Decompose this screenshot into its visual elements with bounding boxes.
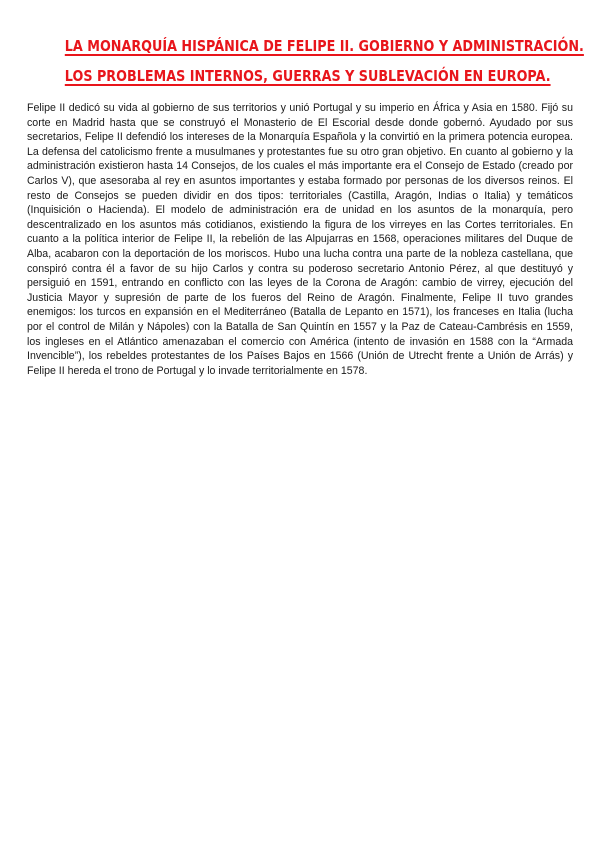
title-line-2: LOS PROBLEMAS INTERNOS, GUERRAS Y SUBLEVACIÓN EN EUROPA. (64, 67, 551, 85)
body-paragraph: Felipe II dedicó su vida al gobierno de sus territorios y unió Portugal y su imperio en África y Asia en 1580. Fijó su corte en Madrid hasta que se construyó el Monasterio de El Escorial desde donde gobernó. Ayudado por sus secretarios, Felipe II defendió los intereses de la Monarquía Española y la convirtió en la primera potencia europea. La defensa del catolicismo frente a musulmanes y protestantes fue su otro gran objetivo. En cuanto al gobierno y la administración existieron hasta 14 Consejos, de los cuales el más importante era el Consejo de Estado (creado por Carlos V), que asesoraba al rey en asuntos importantes y estaba formado por personas de los diversos reinos. El resto de Consejos se pueden dividir en dos tipos: territoriales (Castilla, Aragón, Indias o Italia) y temáticos (Inquisición o Hacienda). El modelo de administración era de unidad en los asuntos de la monarquía, pero descentralizado en los asuntos más cotidianos, existiendo la figura de los virreyes en las Cortes territoriales. En cuanto a la política interior de Felipe II, la rebelión de las Alpujarras en 1568, operaciones militares del Duque de Alba, acabaron con la deportación de los moriscos. Hubo una lucha contra una parte de la nobleza castellana, que conspiró contra él a favor de su hijo Carlos y contra su poderoso secretario Antonio Pérez, al que destituyó y persiguió en 1591, entrando en conflicto con las leyes de la Corona de Aragón: cambio de virrey, ejecución del Justicia Mayor y supresión de parte de los fueros del Reino de Aragón. Finalmente, Felipe II tuvo grandes enemigos: los turcos en expansión en el Mediterráneo (Batalla de Lepanto en 1571), los franceses en Italia (lucha por el control de Milán y Nápoles) con la Batalla de San Quintín en 1557 y la Paz de Cateau-Cambrésis en 1559, los ingleses en el Atlántico amenazaban el comercio con América (intento de invasión en 1588 con la “Armada Invencible”), los rebeldes protestantes de los Países Bajos en 1566 (Unión de Utrecht frente a Unión de Arrás) y Felipe II hereda el trono de Portugal y lo invade territorialmente en 1578. (27, 102, 573, 377)
document-title (64, 31, 584, 91)
title-line-1: LA MONARQUÍA HISPÁNICA DE FELIPE II. GOBIERNO Y ADMINISTRACIÓN. (64, 37, 584, 55)
